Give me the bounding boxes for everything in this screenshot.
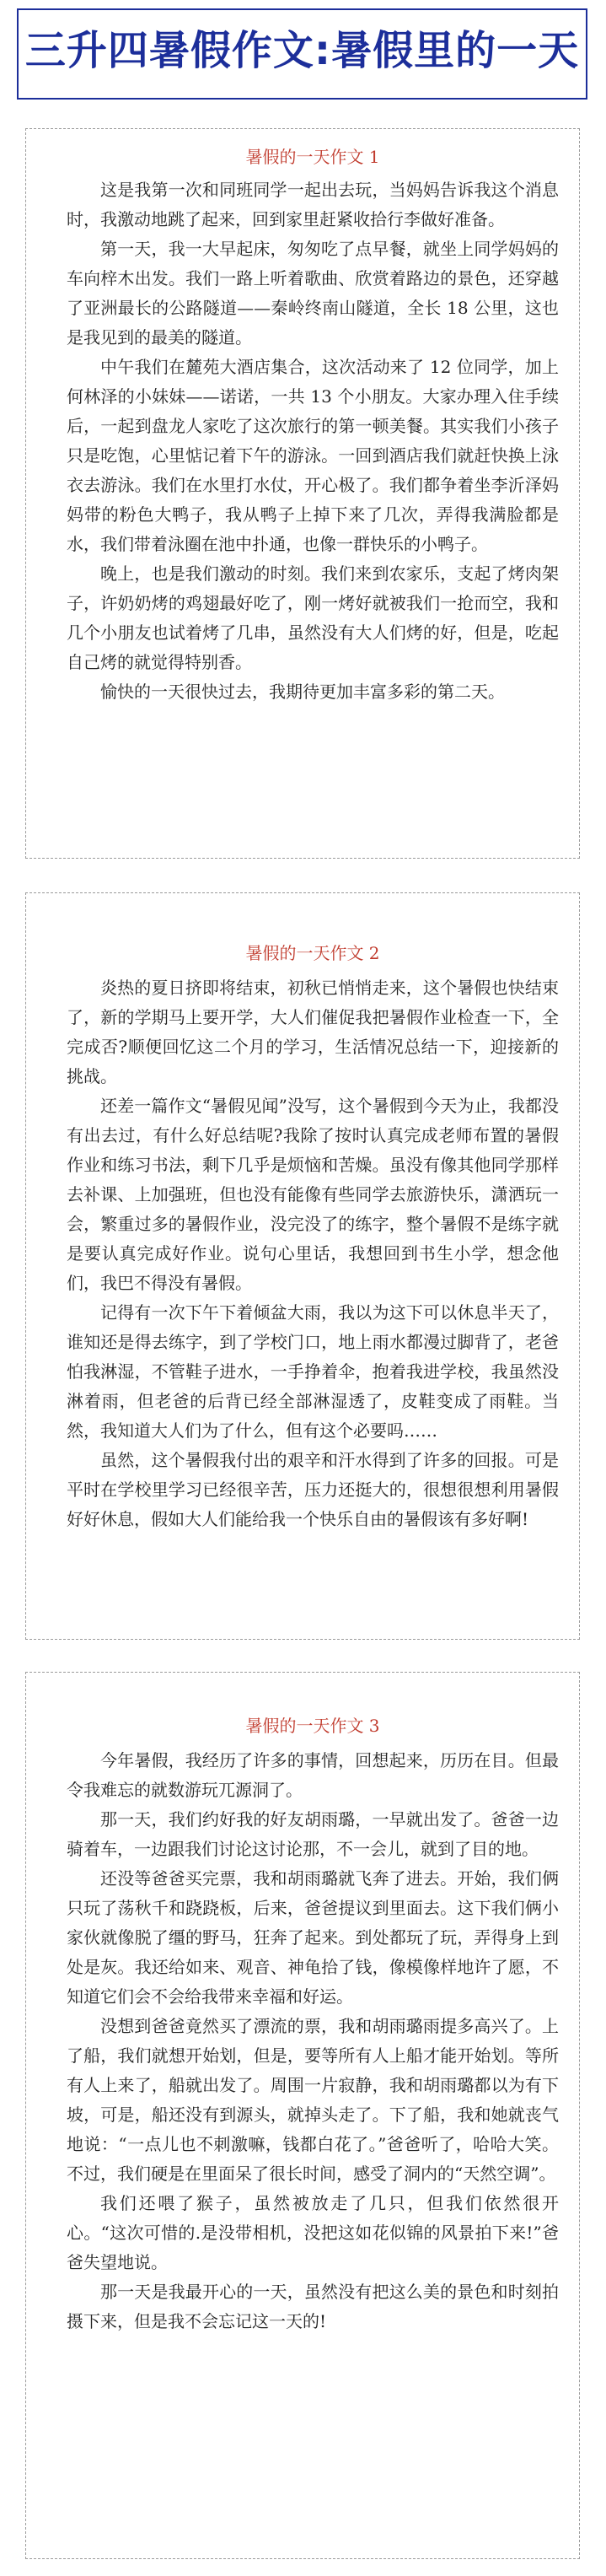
page-header-banner bbox=[17, 8, 587, 100]
essay-3-paragraph-1: 今年暑假，我经历了许多的事情，回想起来，历历在目。但最令我难忘的就数游玩兀源洞了。 bbox=[67, 1750, 559, 1800]
essay-1-paragraph-5: 愉快的一天很快过去，我期待更加丰富多彩的第二天。 bbox=[100, 682, 505, 702]
essay-3-paragraph-3: 还没等爸爸买完票，我和胡雨璐就飞奔了进去。开始，我们俩只玩了荡秋千和跷跷板，后来，爸爸提议到里面去。这下我们俩小家伙就像脱了缰的野马，狂奔了起来。到处都玩了玩，弄得身上到处是灰。我还给如来、观音、神龟拾了钱，像模像样地许了愿，不知道它们会不会给我带来幸福和好运。 bbox=[67, 1868, 559, 2007]
essay-card-2 bbox=[25, 892, 580, 1640]
essay-3-paragraph-6: 那一天是我最开心的一天，虽然没有把这么美的景色和时刻拍摄下来，但是我不会忘记这一天的! bbox=[67, 2282, 559, 2331]
essay-1-paragraph-4: 晚上，也是我们激动的时刻。我们来到农家乐，支起了烤肉架子，许奶奶烤的鸡翅最好吃了，刚一烤好就被我们一抢而空，我和几个小朋友也试着烤了几串，虽然没有大人们烤的好，但是，吃起自己烤的就觉得特别香。 bbox=[67, 563, 559, 672]
essay-card-3 bbox=[25, 1672, 580, 2559]
essay-title-1: 暑假的一天作文 1 bbox=[245, 147, 380, 167]
essay-1-paragraph-3: 中午我们在麓苑大酒店集合，这次活动来了 12 位同学，加上何林泽的小妹妹——诺诺，一共 13 个小朋友。大家办理入住手续后，一起到盘龙人家吃了这次旅行的第一顿美餐。其实我们小孩子只是吃饱，心里惦记着下午的游泳。一回到酒店我们就赶快换上泳衣去游泳。我们在水里打水仗，开心极了。我们都争着坐李沂泽妈妈带的粉色大鸭子，我从鸭子上掉下来了几次，弄得我满脸都是水，我们带着泳圈在池中扑通，也像一群快乐的小鸭子。 bbox=[67, 357, 559, 554]
essay-card-1 bbox=[25, 128, 580, 859]
essay-3-paragraph-5: 我们还喂了猴子，虽然被放走了几只，但我们依然很开心。“这次可惜的.是没带相机，没把这如花似锦的风景拍下来!”爸爸失望地说。 bbox=[67, 2193, 559, 2272]
essay-1-paragraph-1: 这是我第一次和同班同学一起出去玩，当妈妈告诉我这个消息时，我激动地跳了起来，回到家里赶紧收拾行李做好准备。 bbox=[67, 180, 559, 229]
essay-2-paragraph-1: 炎热的夏日挤即将结束，初秋已悄悄走来，这个暑假也快结束了，新的学期马上要开学，大人们催促我把暑假作业检查一下，全完成否?顺便回忆这二个月的学习，生活情况总结一下，迎接新的挑战。 bbox=[67, 978, 559, 1086]
essay-1-paragraph-2: 第一天，我一大早起床，匆匆吃了点早餐，就坐上同学妈妈的车向梓木出发。我们一路上听着歌曲、欣赏着路边的景色，还穿越了亚洲最长的公路隧道——秦岭终南山隧道，全长 18 公里，这也是我见到的最美的隧道。 bbox=[67, 239, 559, 348]
essay-3-paragraph-2: 那一天，我们约好我的好友胡雨璐，一早就出发了。爸爸一边骑着车，一边跟我们讨论这讨论那，不一会儿，就到了目的地。 bbox=[67, 1809, 559, 1859]
essay-2-paragraph-2: 还差一篇作文“暑假见闻”没写，这个暑假到今天为止，我都没有出去过，有什么好总结呢?我除了按时认真完成老师布置的暑假作业和练习书法，剩下几乎是烦恼和苦燥。虽没有像其他同学那样去补课、上加强班，但也没有能像有些同学去旅游快乐，潇洒玩一会，繁重过多的暑假作业，没完没了的练字，整个暑假不是练字就是要认真完成好作业。说句心里话，我想回到书生小学，想念他们，我巴不得没有暑假。 bbox=[67, 1096, 559, 1293]
essay-2-paragraph-3: 记得有一次下午下着倾盆大雨，我以为这下可以休息半天了，谁知还是得去练字，到了学校门口，地上雨水都漫过脚背了，老爸怕我淋湿，不管鞋子进水，一手挣着伞，抱着我进学校，我虽然没淋着雨，但老爸的后背已经全部淋湿透了，皮鞋变成了雨鞋。当然，我知道大人们为了什么，但有这个必要吗…… bbox=[67, 1302, 559, 1441]
essay-title-3: 暑假的一天作文 3 bbox=[245, 1716, 380, 1736]
essay-2-paragraph-4: 虽然，这个暑假我付出的艰辛和汗水得到了许多的回报。可是平时在学校里学习已经很辛苦，压力还挺大的，很想很想利用暑假好好休息，假如大人们能给我一个快乐自由的暑假该有多好啊! bbox=[67, 1450, 559, 1529]
essay-3-paragraph-4: 没想到爸爸竟然买了漂流的票，我和胡雨璐雨提多高兴了。上了船，我们就想开始划，但是，要等所有人上船才能开始划。等所有人上来了，船就出发了。周围一片寂静，我和胡雨璐都以为有下坡，可是，船还没有到源头，就掉头走了。下了船，我和她就丧气地说：“一点儿也不刺激嘛，钱都白花了。”爸爸听了，哈哈大笑。不过，我们硬是在里面呆了很长时间，感受了洞内的“天然空调”。 bbox=[67, 2016, 559, 2184]
page-title: 三升四暑假作文:暑假里的一天 bbox=[24, 27, 580, 74]
essay-title-2: 暑假的一天作文 2 bbox=[245, 943, 380, 963]
